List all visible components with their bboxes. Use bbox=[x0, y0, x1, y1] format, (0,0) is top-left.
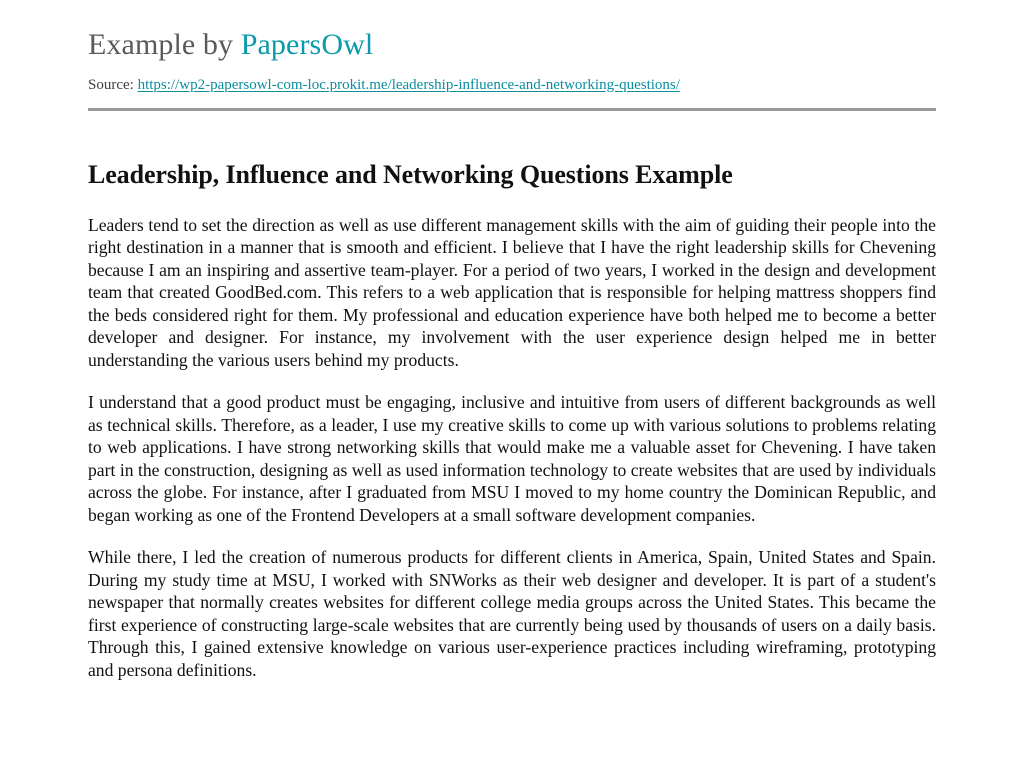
page-title: Leadership, Influence and Networking Questions Example bbox=[88, 159, 733, 189]
example-by-prefix: Example by bbox=[88, 28, 241, 61]
source-label: Source: bbox=[88, 76, 134, 93]
source-line bbox=[88, 76, 936, 94]
article-body bbox=[0, 159, 1024, 682]
page-header bbox=[0, 0, 1024, 94]
example-by-heading bbox=[88, 28, 936, 62]
header-divider bbox=[88, 108, 936, 111]
article-paragraph: Leaders tend to set the direction as well as use different management skills with the aim of guiding their people into the right destination in a manner that is smooth and efficient. I believe that I have the right leadership skills for Chevening because I am an inspiring and assertive team-player. For a period of two years, I worked in the design and development team that created GoodBed.com. This refers to a web application that is responsible for helping mattress shoppers find the beds considered right for them. My professional and education experience have both helped me to become a better developer and designer. For instance, my involvement with the user experience design helped me in better understanding the various users behind my products. bbox=[88, 214, 936, 370]
article-paragraph: I understand that a good product must be engaging, inclusive and intuitive from users of different backgrounds as well as technical skills. Therefore, as a leader, I use my creative skills to come up with various solutions to problems relating to web applications. I have strong networking skills that would make me a valuable asset for Chevening. I have taken part in the construction, designing as well as used information technology to create websites that are used by individuals across the globe. For instance, after I graduated from MSU I moved to my home country the Dominican Republic, and began working as one of the Frontend Developers at a small software development companies. bbox=[88, 392, 936, 525]
papersowl-brand-label: PapersOwl bbox=[240, 28, 374, 61]
source-url-link[interactable]: https://wp2-papersowl-com-loc.prokit.me/leadership-influence-and-networking-questions/ bbox=[137, 76, 680, 93]
article-paragraph: While there, I led the creation of numerous products for different clients in America, Spain, United States and Spain. During my study time at MSU, I worked with SNWorks as their web designer and developer. It is part of a student's newspaper that normally creates websites for different college media groups across the United States. This became the first experience of constructing large-scale websites that are currently being used by thousands of users on a daily basis. Through this, I gained extensive knowledge on various user-experience practices including wireframing, prototyping and persona definitions. bbox=[88, 547, 936, 680]
